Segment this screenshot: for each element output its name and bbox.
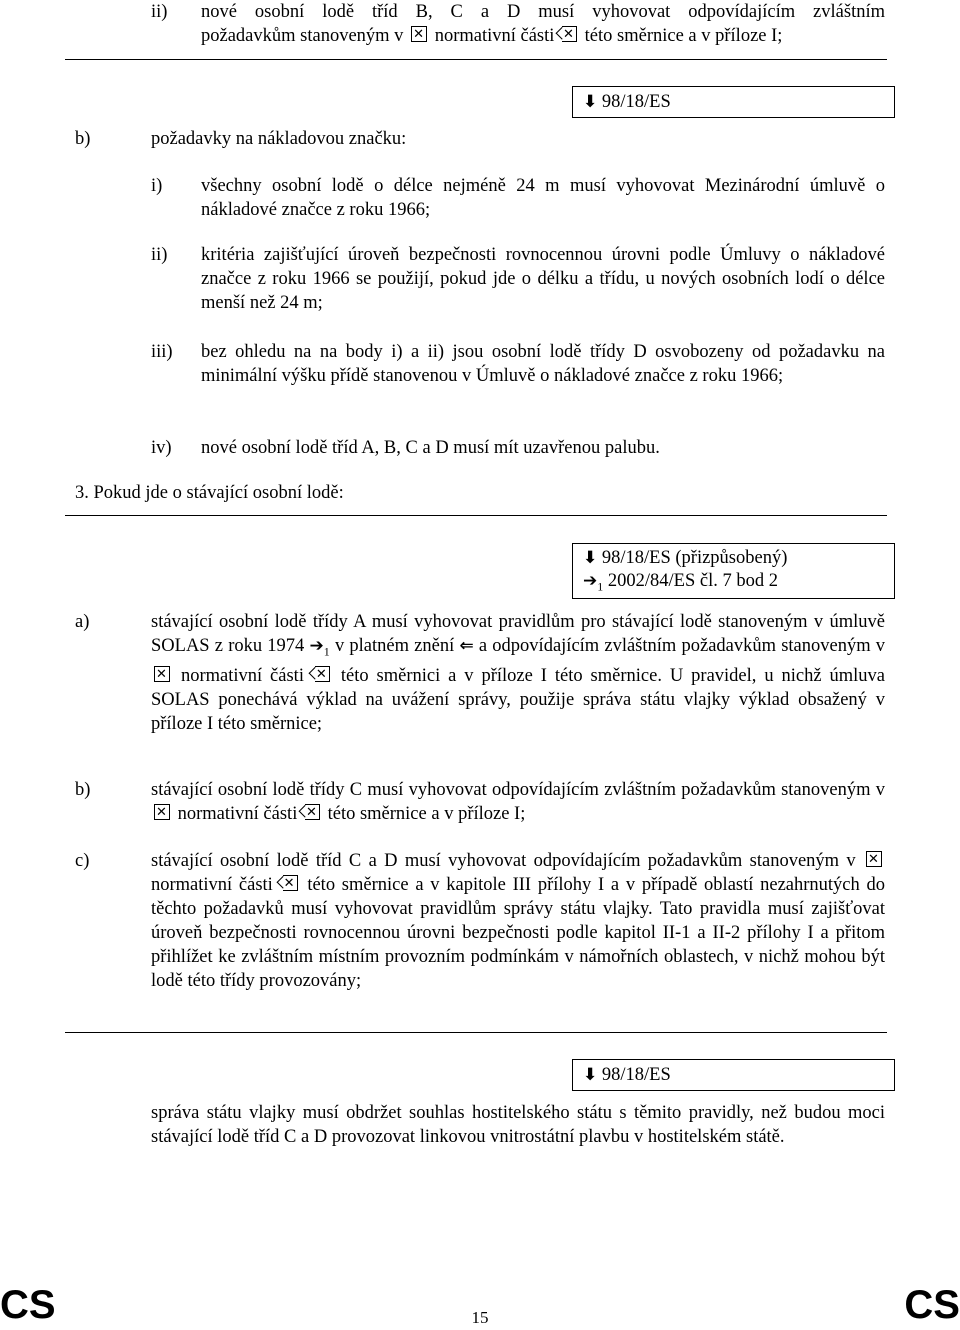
item-text: bez ohledu na na body i) a ii) jsou osobní lodě třídy D osvobozeny od požadavku na minimální výšku přídě stanovenou v Úmluvě o nákladové značce z roku 1966;	[201, 342, 885, 386]
arrow-down-icon: ⬇	[583, 1065, 598, 1085]
insert-end-icon	[315, 666, 330, 682]
item-label: b)	[75, 129, 91, 149]
item-label: b)	[75, 780, 91, 800]
item-label: ii)	[151, 245, 168, 265]
item-label: c)	[75, 851, 90, 871]
section-heading: požadavky na nákladovou značku:	[151, 129, 407, 149]
arrow-down-icon: ⬇	[583, 548, 598, 568]
divider	[65, 59, 887, 60]
insert-start-icon	[154, 804, 170, 820]
item-text: nové osobní lodě tříd A, B, C a D musí mít uzavřenou palubu.	[201, 438, 660, 458]
amendment-index: 1	[323, 644, 330, 659]
text-span: normativní části	[180, 665, 304, 686]
reference-text: 98/18/ES (přizpůsobený)	[601, 548, 788, 568]
text-span: stávající osobní lodě třídy A musí vyhovovat pravidlům pro stávající lodě stanoveným v úmluvě SOLAS z roku 1974	[151, 612, 885, 656]
reference-text: 2002/84/ES čl. 7 bod 2	[607, 571, 778, 591]
item-text: všechny osobní lodě o délce nejméně 24 m musí vyhovovat Mezinárodní úmluvě o nákladové značce z roku 1966;	[201, 176, 885, 220]
text-span: této směrnici a v příloze I této směrnice. U pravidel, u nichž úmluva SOLAS ponechává výklad na uvážení správy, použije správa státu vlajky výklad obsažený v příloze I této směrnice;	[151, 665, 886, 734]
amendment-index: 1	[597, 579, 604, 594]
item-label: iii)	[151, 342, 173, 362]
item-label: ii)	[151, 2, 168, 22]
paragraph: správa státu vlajky musí obdržet souhlas hostitelského státu s těmito pravidly, než budou moci stávající lodě tříd C a D provozovat linkovou vnitrostátní plavbu v hostitelském státě.	[151, 1103, 885, 1147]
insert-end-icon	[283, 875, 298, 891]
insert-start-icon	[866, 851, 882, 867]
text-span: stávající osobní lodě třídy C musí vyhovovat odpovídajícím zvláštním požadavkům stanoveným v	[151, 780, 885, 800]
text-span: této směrnice a v příloze I;	[584, 26, 783, 46]
item-text	[201, 0, 885, 48]
divider	[65, 1032, 887, 1033]
language-code-right: CS	[904, 1283, 960, 1327]
source-reference-box	[572, 86, 895, 118]
text-span: této směrnice a v kapitole III přílohy I a v případě oblastí nezahrnutých do těchto požadavků musí vyhovovat pravidlům správy státu vlajky. Tato pravidla musí zajišťovat úroveň bezpečnosti rovnocennou úrovni bezpečnosti podle kapitol II-1 a II-2 přílohy I a přitom přihlížet ke zvláštním místním provozním podmínkám v námořních oblastech, v nichž mohou být lodě této třídy provozovány;	[151, 875, 886, 991]
reference-text: 98/18/ES	[601, 1065, 671, 1085]
item-label: a)	[75, 612, 90, 632]
item-text	[151, 778, 885, 826]
text-line: nové osobní lodě tříd B, C a D musí vyhovovat odpovídajícím zvláštním	[201, 2, 885, 22]
item-text	[151, 610, 885, 736]
insert-end-icon	[562, 26, 577, 42]
text-span: této směrnice a v příloze I;	[327, 804, 526, 824]
source-reference-box	[572, 543, 895, 599]
item-label: iv)	[151, 438, 172, 458]
text-span: normativní části	[434, 26, 555, 46]
item-text	[151, 849, 885, 993]
language-code-left: CS	[0, 1283, 56, 1327]
section-heading: 3. Pokud jde o stávající osobní lodě:	[75, 483, 344, 503]
insert-start-icon	[154, 666, 170, 682]
arrow-left-icon: ⇐	[459, 636, 474, 656]
reference-text: 98/18/ES	[601, 92, 671, 112]
text-span: normativní části	[151, 875, 273, 895]
text-span: a odpovídajícím zvláštním požadavkům stanoveným v	[478, 636, 886, 656]
text-span: v platném znění	[334, 636, 455, 656]
page-number: 15	[471, 1308, 489, 1327]
source-reference-box	[572, 1059, 895, 1091]
item-text: kritéria zajišťující úroveň bezpečnosti rovnocennou úrovni podle Úmluvy o nákladové značce z roku 1966 se použijí, pokud jde o délku a třídu, u nových osobních lodí o délce menší než 24 m;	[201, 245, 885, 313]
text-span: normativní části	[177, 804, 298, 824]
insert-end-icon	[305, 804, 320, 820]
insert-start-icon	[411, 26, 427, 42]
arrow-right-icon: ➔	[583, 571, 598, 591]
arrow-right-icon: ➔	[309, 636, 324, 656]
text-span: stávající osobní lodě tříd C a D musí vyhovovat odpovídajícím požadavkům stanoveným v	[151, 851, 856, 871]
arrow-down-icon: ⬇	[583, 92, 598, 112]
text-span: požadavkům stanoveným v	[201, 26, 404, 46]
divider	[65, 515, 887, 516]
item-label: i)	[151, 176, 163, 196]
